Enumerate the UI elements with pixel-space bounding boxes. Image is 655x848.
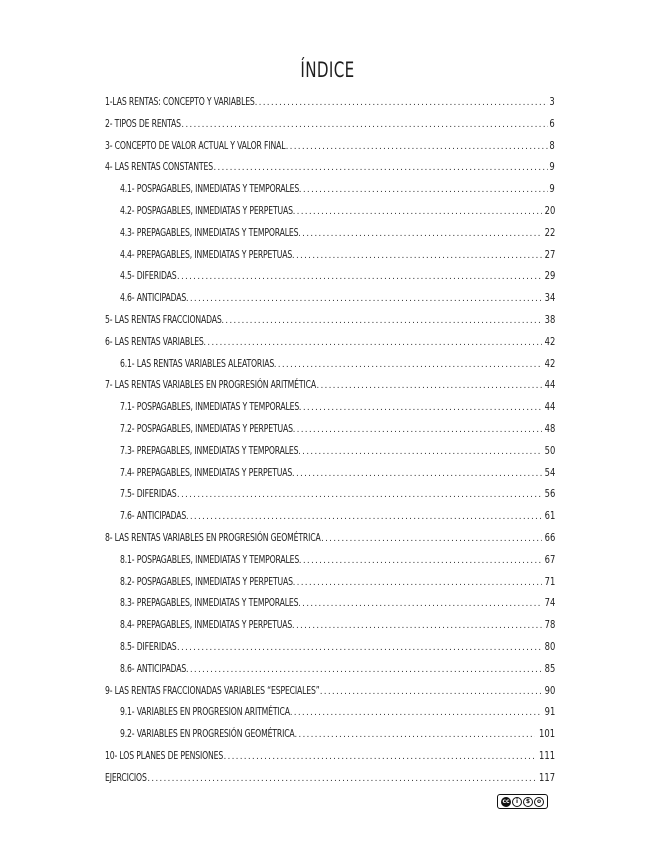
- toc-entry-title: 7.3- PREPAGABLES, INMEDIATAS Y TEMPORALES: [120, 443, 299, 457]
- toc-entry-page: 50: [544, 444, 555, 457]
- toc-entry[interactable]: [105, 505, 555, 527]
- toc-entry-title: 4.4- PREPAGABLES, INMEDIATAS Y PERPETUAS: [120, 247, 293, 261]
- toc-entry[interactable]: [105, 309, 555, 331]
- toc-entry-title: 7.6- ANTICIPADAS: [120, 509, 187, 523]
- toc-entry[interactable]: [105, 592, 555, 614]
- toc-entry-page: 38: [544, 313, 555, 326]
- toc-entry-title: 7.2- POSPAGABLES, INMEDIATAS Y PERPETUAS: [120, 421, 293, 435]
- dot-leader: [147, 769, 535, 791]
- toc-entry-title: 4.6- ANTICIPADAS: [120, 291, 187, 305]
- toc-entry-page: 44: [544, 401, 555, 414]
- toc-entry[interactable]: [105, 658, 555, 680]
- toc-entry[interactable]: [105, 265, 555, 287]
- toc-entry[interactable]: [105, 745, 555, 767]
- sharealike-glyph: o: [534, 797, 544, 807]
- toc-entry-page: 101: [538, 728, 555, 741]
- dot-leader: [299, 398, 542, 420]
- toc-entry-title: 8.6- ANTICIPADAS: [120, 661, 187, 675]
- dot-leader: [286, 137, 549, 159]
- toc-entry-title: 6.1- LAS RENTAS VARIABLES ALEATORIAS: [120, 356, 275, 370]
- toc-entry-page: 66: [544, 531, 555, 544]
- toc-entry-title: 4.2- POSPAGABLES, INMEDIATAS Y PERPETUAS: [120, 203, 293, 217]
- dot-leader: [177, 267, 542, 289]
- dot-leader: [177, 485, 542, 507]
- toc-entry-page: 44: [544, 379, 555, 392]
- toc-entry-page: 111: [538, 749, 555, 762]
- dot-leader: [294, 725, 535, 747]
- dot-leader: [298, 224, 542, 246]
- toc-entry-page: 9: [549, 183, 555, 196]
- toc-entry-title: 7.4- PREPAGABLES, INMEDIATAS Y PERPETUAS: [120, 465, 293, 479]
- toc-entry-page: 61: [544, 510, 555, 523]
- page-title: ÍNDICE: [300, 58, 355, 82]
- toc-entry-page: 85: [544, 662, 555, 675]
- toc-entry-title: 4- LAS RENTAS CONSTANTES: [105, 160, 213, 174]
- toc-entry-page: 9: [549, 161, 555, 174]
- toc-entry-page: 34: [544, 292, 555, 305]
- toc-entry[interactable]: [105, 396, 555, 418]
- toc-entry[interactable]: [105, 527, 555, 549]
- dot-leader: [292, 616, 542, 638]
- toc-entry-title: 8- LAS RENTAS VARIABLES EN PROGRESIÓN GEOMÉTRICA: [105, 530, 321, 544]
- toc-entry[interactable]: [105, 680, 555, 702]
- toc-entry-page: 117: [538, 771, 555, 784]
- toc-entry-page: 56: [544, 488, 555, 501]
- table-of-contents: [105, 91, 555, 789]
- dot-leader: [186, 660, 542, 682]
- toc-entry-page: 80: [544, 640, 555, 653]
- dot-leader: [321, 529, 542, 551]
- toc-entry[interactable]: [105, 222, 555, 244]
- toc-entry-title: 10- LOS PLANES DE PENSIONES: [105, 748, 224, 762]
- toc-entry-title: 4.5- DIFERIDAS: [120, 269, 177, 283]
- toc-entry-page: 22: [544, 226, 555, 239]
- toc-entry-title: 7- LAS RENTAS VARIABLES EN PROGRESIÓN ARITMÉTICA: [105, 378, 316, 392]
- dot-leader: [203, 333, 541, 355]
- toc-entry-page: 29: [544, 270, 555, 283]
- toc-entry-title: 1-LAS RENTAS: CONCEPTO Y VARIABLES: [105, 95, 255, 108]
- toc-entry-page: 48: [544, 422, 555, 435]
- toc-entry[interactable]: [105, 287, 555, 309]
- toc-entry-page: 90: [544, 684, 555, 697]
- dot-leader: [298, 442, 542, 464]
- toc-entry-title: 9.2- VARIABLES EN PROGRESIÓN GEOMÉTRICA: [120, 727, 295, 741]
- toc-entry[interactable]: [105, 200, 555, 222]
- toc-entry[interactable]: [105, 178, 555, 200]
- toc-entry-page: 54: [544, 466, 555, 479]
- toc-entry-page: 42: [544, 335, 555, 348]
- toc-entry-title: 8.4- PREPAGABLES, INMEDIATAS Y PERPETUAS: [120, 618, 293, 632]
- toc-entry-page: 91: [544, 706, 555, 719]
- toc-entry-page: 8: [549, 139, 555, 152]
- toc-entry-title: 9- LAS RENTAS FRACCIONADAS VARIABLES “ESPECIALES”: [105, 683, 320, 697]
- dot-leader: [320, 682, 542, 704]
- dot-leader: [292, 246, 542, 268]
- dot-leader: [186, 289, 542, 311]
- dot-leader: [293, 420, 542, 442]
- dot-leader: [298, 594, 542, 616]
- toc-entry[interactable]: [105, 701, 555, 723]
- toc-entry-title: 7.5- DIFERIDAS: [120, 487, 177, 501]
- toc-entry-title: 8.5- DIFERIDAS: [120, 639, 177, 653]
- toc-entry[interactable]: [105, 156, 555, 178]
- toc-entry-title: EJERCICIOS: [105, 770, 147, 784]
- attribution-glyph: i: [512, 797, 522, 807]
- toc-entry[interactable]: [105, 636, 555, 658]
- toc-entry-page: 42: [544, 357, 555, 370]
- toc-entry[interactable]: [105, 353, 555, 375]
- cc-glyph: cc: [502, 798, 510, 805]
- toc-entry-title: 5- LAS RENTAS FRACCIONADAS: [105, 312, 222, 326]
- dot-leader: [255, 93, 549, 115]
- toc-entry[interactable]: [105, 331, 555, 353]
- toc-entry-title: 8.1- POSPAGABLES, INMEDIATAS Y TEMPORALES: [120, 552, 300, 566]
- dot-leader: [293, 573, 542, 595]
- toc-entry-page: 67: [544, 553, 555, 566]
- dot-leader: [316, 376, 541, 398]
- dot-leader: [293, 202, 542, 224]
- toc-entry-title: 9.1- VARIABLES EN PROGRESION ARITMÉTICA: [120, 705, 290, 719]
- toc-entry-title: 8.3- PREPAGABLES, INMEDIATAS Y TEMPORALES: [120, 596, 299, 610]
- toc-entry-page: 78: [544, 619, 555, 632]
- toc-entry[interactable]: [105, 244, 555, 266]
- noncommercial-glyph: $: [523, 797, 533, 807]
- toc-entry[interactable]: [105, 462, 555, 484]
- toc-entry-title: 8.2- POSPAGABLES, INMEDIATAS Y PERPETUAS: [120, 574, 293, 588]
- dot-leader: [274, 355, 542, 377]
- dot-leader: [223, 747, 534, 769]
- toc-entry-page: 27: [544, 248, 555, 261]
- toc-entry[interactable]: [105, 440, 555, 462]
- toc-entry[interactable]: [105, 723, 555, 745]
- toc-entry-page: 3: [549, 96, 555, 108]
- dot-leader: [177, 638, 542, 660]
- toc-entry[interactable]: [105, 614, 555, 636]
- toc-entry-title: 4.1- POSPAGABLES, INMEDIATAS Y TEMPORALES: [120, 182, 300, 196]
- toc-entry[interactable]: [105, 418, 555, 440]
- toc-entry-title: 4.3- PREPAGABLES, INMEDIATAS Y TEMPORALES: [120, 225, 299, 239]
- toc-entry[interactable]: [105, 549, 555, 571]
- dot-leader: [299, 180, 549, 202]
- toc-entry-page: 20: [544, 204, 555, 217]
- toc-entry-page: 74: [544, 597, 555, 610]
- dot-leader: [290, 703, 542, 725]
- toc-entry-title: 3- CONCEPTO DE VALOR ACTUAL Y VALOR FINAL: [105, 138, 286, 152]
- toc-entry[interactable]: [105, 571, 555, 593]
- toc-entry-title: 2- TIPOS DE RENTAS: [105, 116, 181, 130]
- toc-entry[interactable]: [105, 91, 555, 113]
- dot-leader: [186, 507, 542, 529]
- toc-entry-page: 6: [549, 117, 555, 130]
- dot-leader: [221, 311, 541, 333]
- toc-entry[interactable]: [105, 113, 555, 135]
- toc-entry[interactable]: [105, 135, 555, 157]
- dot-leader: [213, 158, 548, 180]
- toc-entry[interactable]: [105, 767, 555, 789]
- dot-leader: [292, 464, 542, 486]
- toc-entry-page: 71: [544, 575, 555, 588]
- toc-entry-title: 7.1- POSPAGABLES, INMEDIATAS Y TEMPORALES: [120, 400, 300, 414]
- toc-entry[interactable]: [105, 374, 555, 396]
- toc-entry-title: 6- LAS RENTAS VARIABLES: [105, 334, 204, 348]
- creative-commons-by-nc-sa-icon: [497, 794, 548, 809]
- dot-leader: [181, 115, 548, 137]
- dot-leader: [299, 551, 542, 573]
- toc-entry[interactable]: [105, 483, 555, 505]
